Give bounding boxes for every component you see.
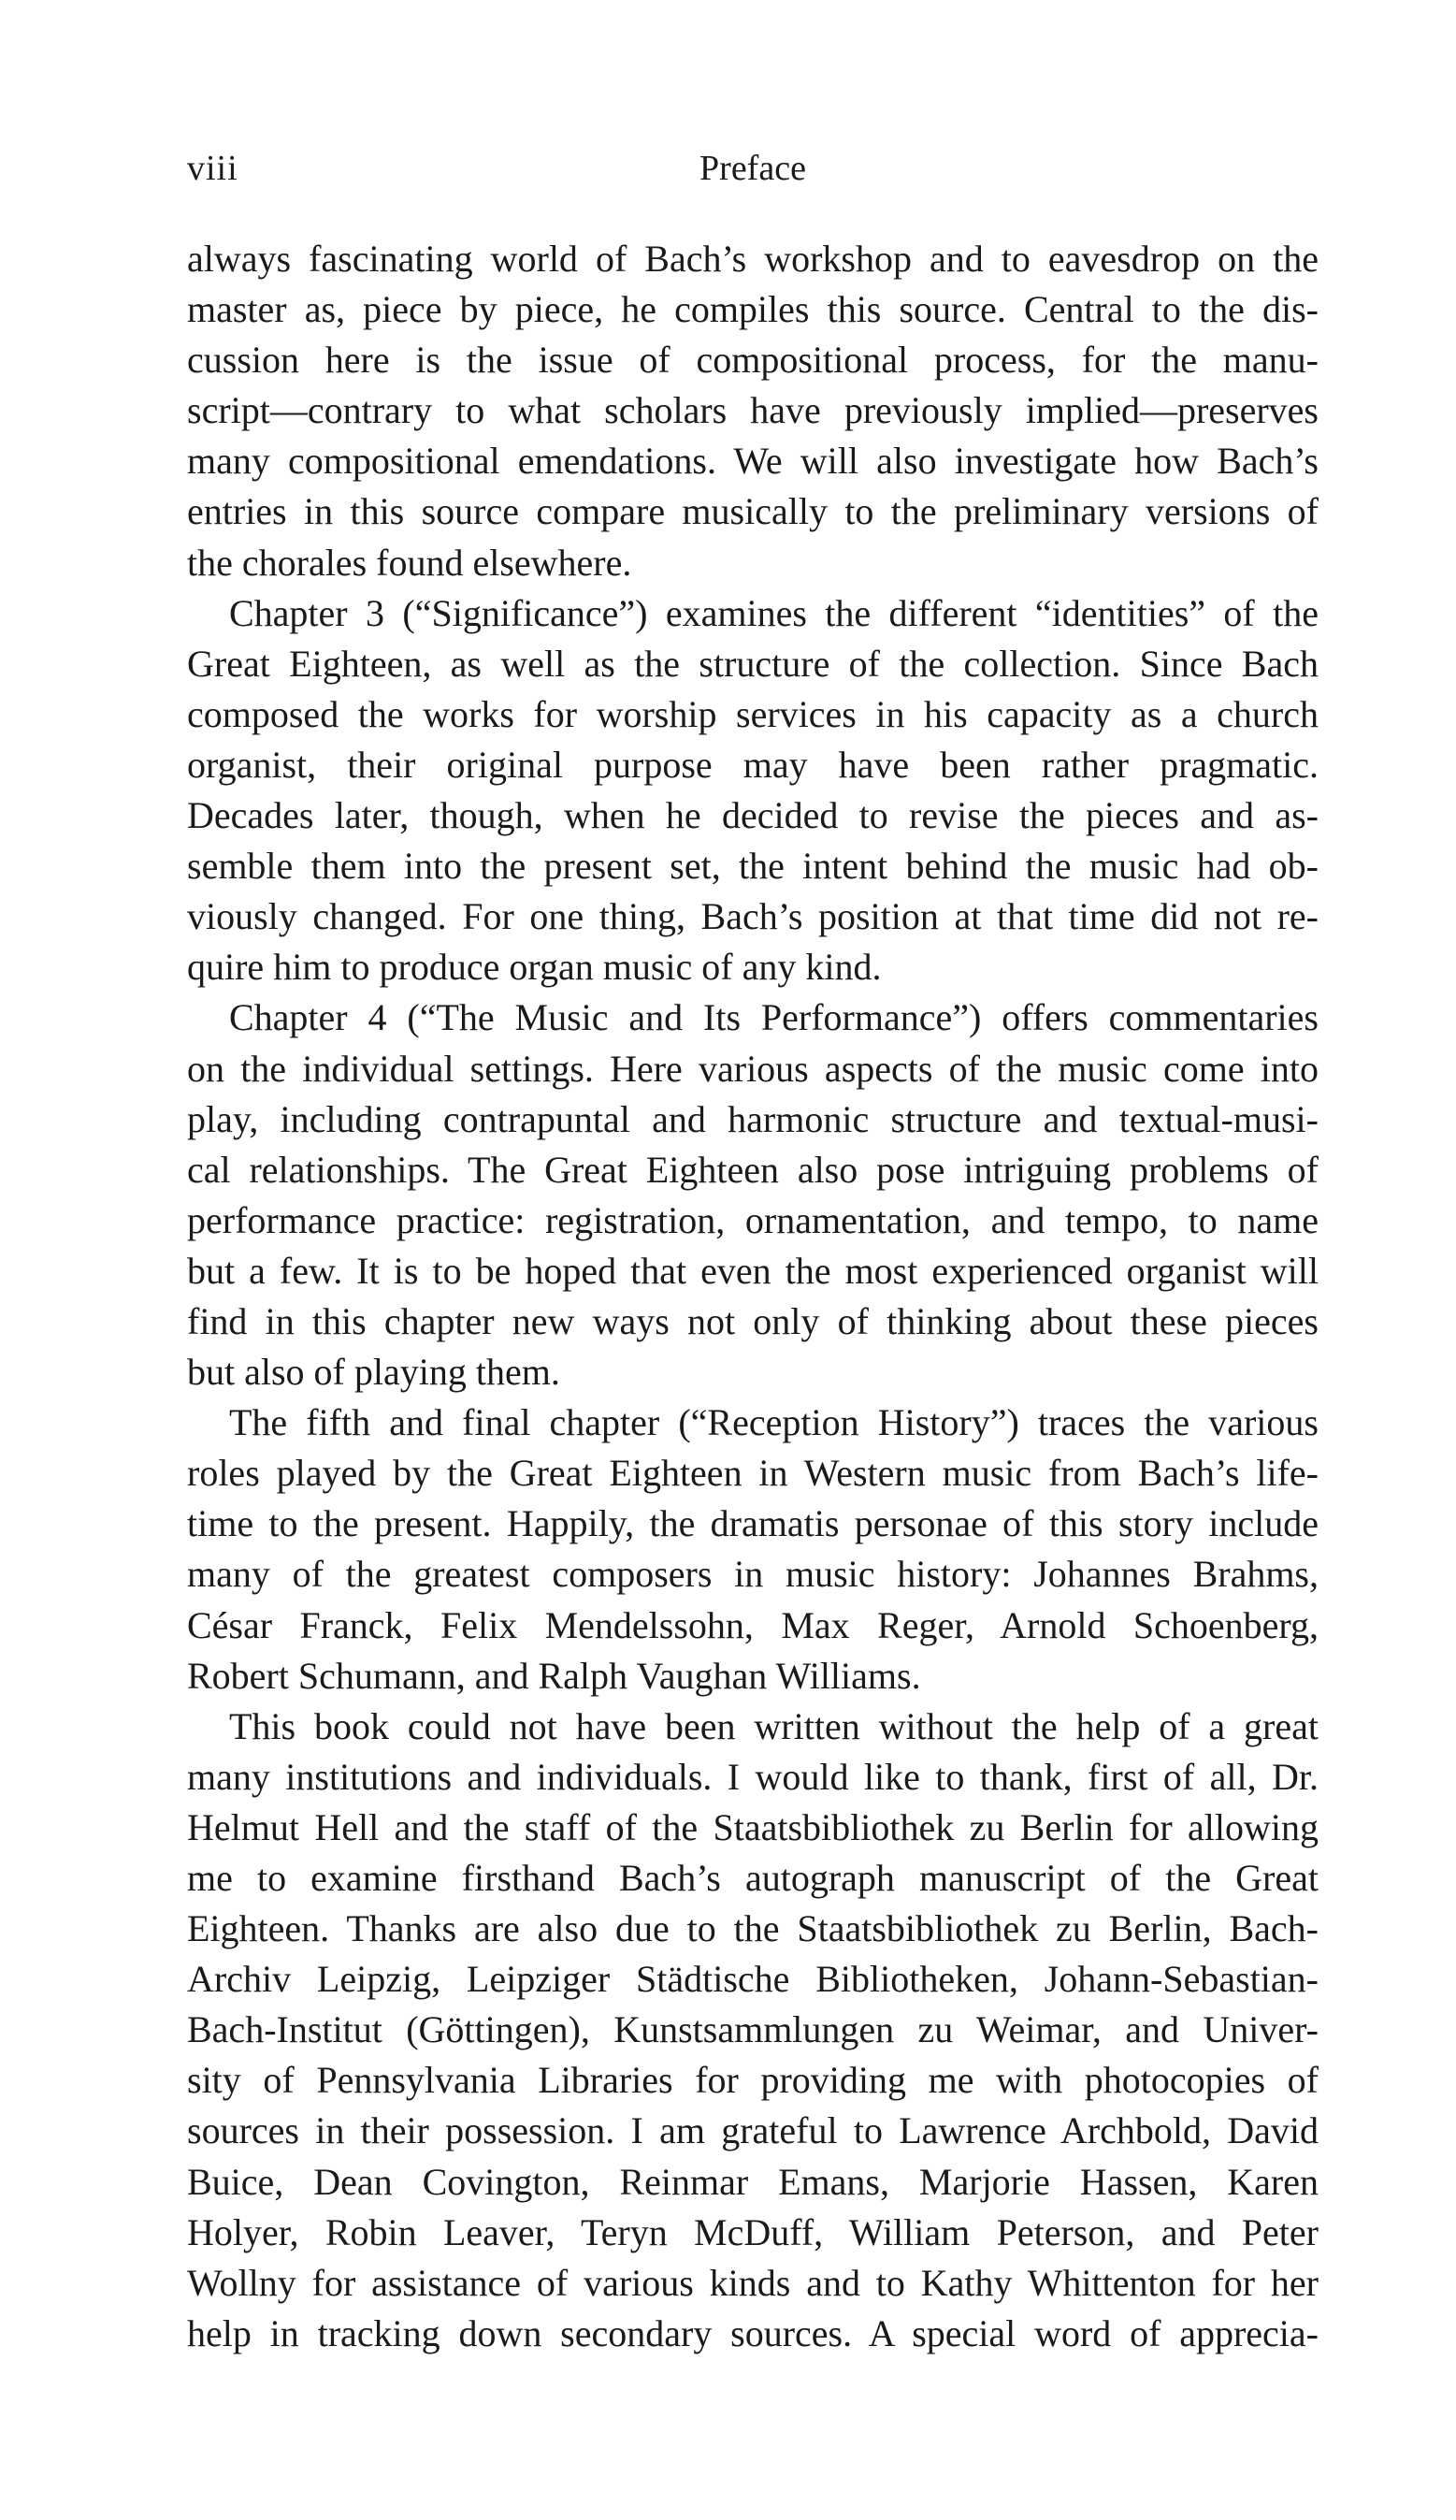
text-line: many institutions and individuals. I would like to thank, first of all, Dr. — [187, 1755, 1319, 1798]
paragraph — [187, 1398, 1319, 1702]
text-line: The fifth and final chapter (“Reception History”) traces the various — [229, 1401, 1319, 1444]
text-line: Wollny for assistance of various kinds and to Kathy Whittenton for her — [187, 2261, 1319, 2304]
text-line: César Franck, Felix Mendelssohn, Max Reger, Arnold Schoenberg, — [187, 1603, 1319, 1646]
text-line: roles played by the Great Eighteen in Western music from Bach’s life- — [187, 1452, 1319, 1495]
text-line: Buice, Dean Covington, Reinmar Emans, Marjorie Hassen, Karen — [187, 2160, 1319, 2203]
text-line: time to the present. Happily, the dramatis personae of this story include — [187, 1502, 1319, 1545]
text-line: semble them into the present set, the intent behind the music had ob- — [187, 845, 1319, 888]
text-line: but a few. It is to be hoped that even the most experienced organist will — [187, 1249, 1319, 1292]
text-line: sity of Pennsylvania Libraries for providing me with photocopies of — [187, 2059, 1319, 2102]
text-line: viously changed. For one thing, Bach’s position at that time did not re- — [187, 895, 1319, 938]
text-line: composed the works for worship services in his capacity as a church — [187, 692, 1319, 735]
text-line: Archiv Leipzig, Leipziger Städtische Bibliotheken, Johann-Sebastian- — [187, 1958, 1319, 2001]
text-line: many of the greatest composers in music history: Johannes Brahms, — [187, 1553, 1319, 1596]
text-line: script—contrary to what scholars have previously implied—preserves — [187, 389, 1319, 432]
text-line: This book could not have been written without the help of a great — [229, 1704, 1319, 1747]
text-line: master as, piece by piece, he compiles this source. Central to the dis- — [187, 288, 1319, 331]
paragraph — [187, 1702, 1319, 2359]
body-text — [187, 234, 1319, 2359]
paragraph — [187, 588, 1319, 993]
page-number: viii — [187, 149, 238, 188]
text-line: Eighteen. Thanks are also due to the Staatsbibliothek zu Berlin, Bach- — [187, 1907, 1319, 1950]
text-line: organist, their original purpose may have been rather pragmatic. — [187, 743, 1319, 786]
paragraph — [187, 992, 1319, 1398]
text-line: cussion here is the issue of compositional process, for the manu- — [187, 339, 1319, 382]
text-line: cal relationships. The Great Eighteen also pose intriguing problems of — [187, 1148, 1319, 1191]
text-line: Bach-Institut (Göttingen), Kunstsammlungen zu Weimar, and Univer- — [187, 2008, 1319, 2051]
text-line: quire him to produce organ music of any kind. — [187, 946, 882, 989]
text-line: find in this chapter new ways not only of thinking about these pieces — [187, 1299, 1319, 1342]
text-line: Holyer, Robin Leaver, Teryn McDuff, William Peterson, and Peter — [187, 2210, 1319, 2253]
text-line: Robert Schumann, and Ralph Vaughan Williams. — [187, 1654, 921, 1697]
text-line: play, including contrapuntal and harmonic structure and textual-musi- — [187, 1097, 1319, 1140]
text-line: always fascinating world of Bach’s workshop and to eavesdrop on the — [187, 238, 1319, 280]
text-line: the chorales found elsewhere. — [187, 541, 632, 584]
text-line: but also of playing them. — [187, 1351, 560, 1394]
text-line: help in tracking down secondary sources. A special word of apprecia- — [187, 2311, 1319, 2354]
text-line: performance practice: registration, ornamentation, and tempo, to name — [187, 1198, 1319, 1241]
text-line: sources in their possession. I am grateful to Lawrence Archbold, David — [187, 2109, 1319, 2152]
text-line: Chapter 4 (“The Music and Its Performance”) offers commentaries — [229, 996, 1319, 1039]
text-line: Helmut Hell and the staff of the Staatsbibliothek zu Berlin for allowing — [187, 1805, 1319, 1848]
text-line: many compositional emendations. We will also investigate how Bach’s — [187, 440, 1319, 483]
text-line: entries in this source compare musically to the preliminary versions of — [187, 490, 1319, 533]
text-line: me to examine firsthand Bach’s autograph manuscript of the Great — [187, 1857, 1319, 1899]
running-title: Preface — [699, 149, 806, 188]
text-line: Chapter 3 (“Significance”) examines the different “identities” of the — [229, 591, 1319, 634]
text-line: Decades later, though, when he decided to revise the pieces and as- — [187, 794, 1319, 837]
running-head — [187, 140, 1319, 196]
text-line: Great Eighteen, as well as the structure of the collection. Since Bach — [187, 642, 1319, 685]
text-line: on the individual settings. Here various aspects of the music come into — [187, 1047, 1319, 1090]
paragraph — [187, 234, 1319, 588]
